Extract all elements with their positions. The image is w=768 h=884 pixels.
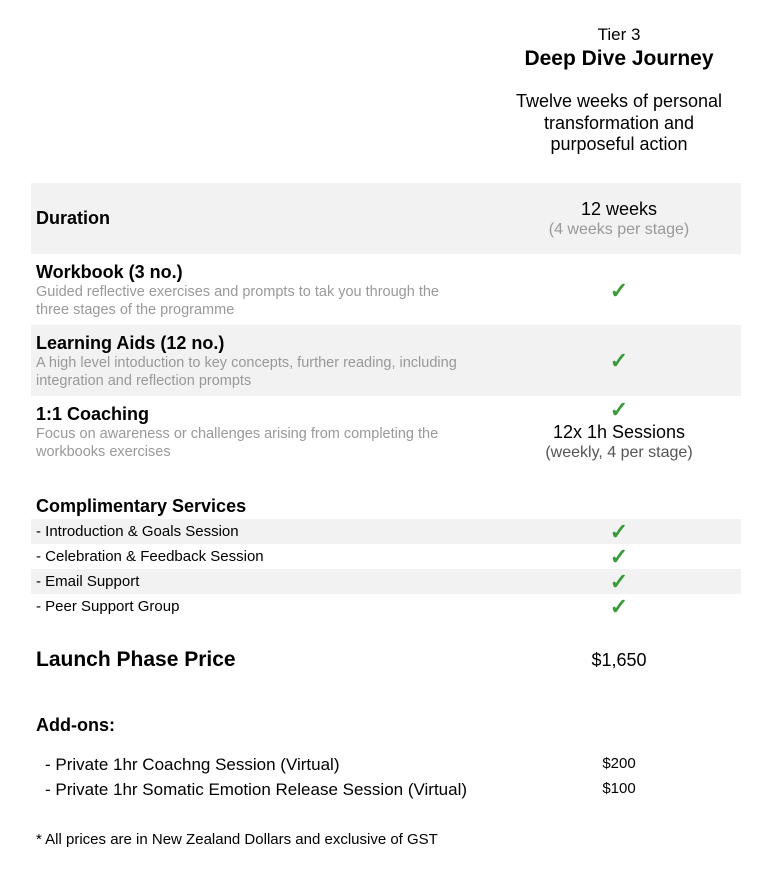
- feature-title: 1:1 Coaching: [36, 404, 150, 424]
- service-item-peer: - Peer Support Group: [36, 598, 180, 615]
- duration-label: Duration: [36, 208, 110, 228]
- feature-desc-line: workbooks exercises: [36, 444, 171, 460]
- plan-name: Deep Dive Journey: [524, 47, 714, 70]
- check-icon: ✓: [609, 278, 629, 303]
- tagline-line: transformation and: [543, 112, 695, 133]
- feature-desc-line: Focus on awareness or challenges arising from completing the: [36, 426, 439, 442]
- addon-item: - Private 1hr Coachng Session (Virtual): [45, 755, 340, 774]
- feature-title: Workbook (3 no.): [36, 262, 183, 282]
- duration-value: 12 weeks: [580, 199, 658, 219]
- feature-row-learning-aids: [36, 332, 506, 390]
- feature-desc: [36, 354, 506, 390]
- plan-tagline: [497, 91, 741, 156]
- price-value: $1,650: [591, 650, 647, 670]
- check-icon: ✓: [609, 348, 629, 373]
- tier-label: Tier 3: [597, 25, 641, 44]
- tier-header: [497, 24, 741, 156]
- coaching-value: 12x 1h Sessions: [552, 422, 686, 442]
- feature-desc-line: three stages of the programme: [36, 302, 235, 318]
- check-icon: ✓: [609, 569, 629, 594]
- addon-price: $200: [602, 755, 636, 772]
- addons-heading: Add-ons:: [36, 715, 115, 735]
- service-item-celebration: - Celebration & Feedback Session: [36, 548, 264, 565]
- addon-price: $100: [602, 780, 636, 797]
- service-item-intro: - Introduction & Goals Session: [36, 523, 239, 540]
- coaching-value-block: [497, 399, 741, 463]
- price-label: Launch Phase Price: [36, 648, 236, 671]
- feature-desc-line: A high level intoduction to key concepts, further reading, including: [36, 355, 457, 371]
- duration-value-block: [497, 198, 741, 240]
- feature-desc-line: Guided reflective exercises and prompts to tak you through the: [36, 284, 439, 300]
- coaching-sub: (weekly, 4 per stage): [545, 444, 693, 461]
- footnote: * All prices are in New Zealand Dollars and exclusive of GST: [36, 831, 438, 848]
- check-icon: ✓: [609, 519, 629, 544]
- check-icon: ✓: [609, 594, 629, 619]
- tagline-line: purposeful action: [550, 134, 688, 154]
- feature-desc: [36, 425, 496, 461]
- duration-sub: (4 weeks per stage): [548, 221, 690, 238]
- check-icon: ✓: [609, 397, 629, 422]
- tagline-line: Twelve weeks of personal: [515, 91, 723, 111]
- feature-desc-line: integration and reflection prompts: [36, 373, 252, 389]
- service-item-email: - Email Support: [36, 573, 140, 590]
- feature-row-coaching: [36, 403, 496, 461]
- services-heading: Complimentary Services: [36, 496, 247, 516]
- addon-item: - Private 1hr Somatic Emotion Release Session (Virtual): [45, 780, 468, 799]
- feature-row-workbook: [36, 261, 496, 319]
- feature-desc: [36, 283, 496, 319]
- feature-title: Learning Aids (12 no.): [36, 333, 225, 353]
- check-icon: ✓: [609, 544, 629, 569]
